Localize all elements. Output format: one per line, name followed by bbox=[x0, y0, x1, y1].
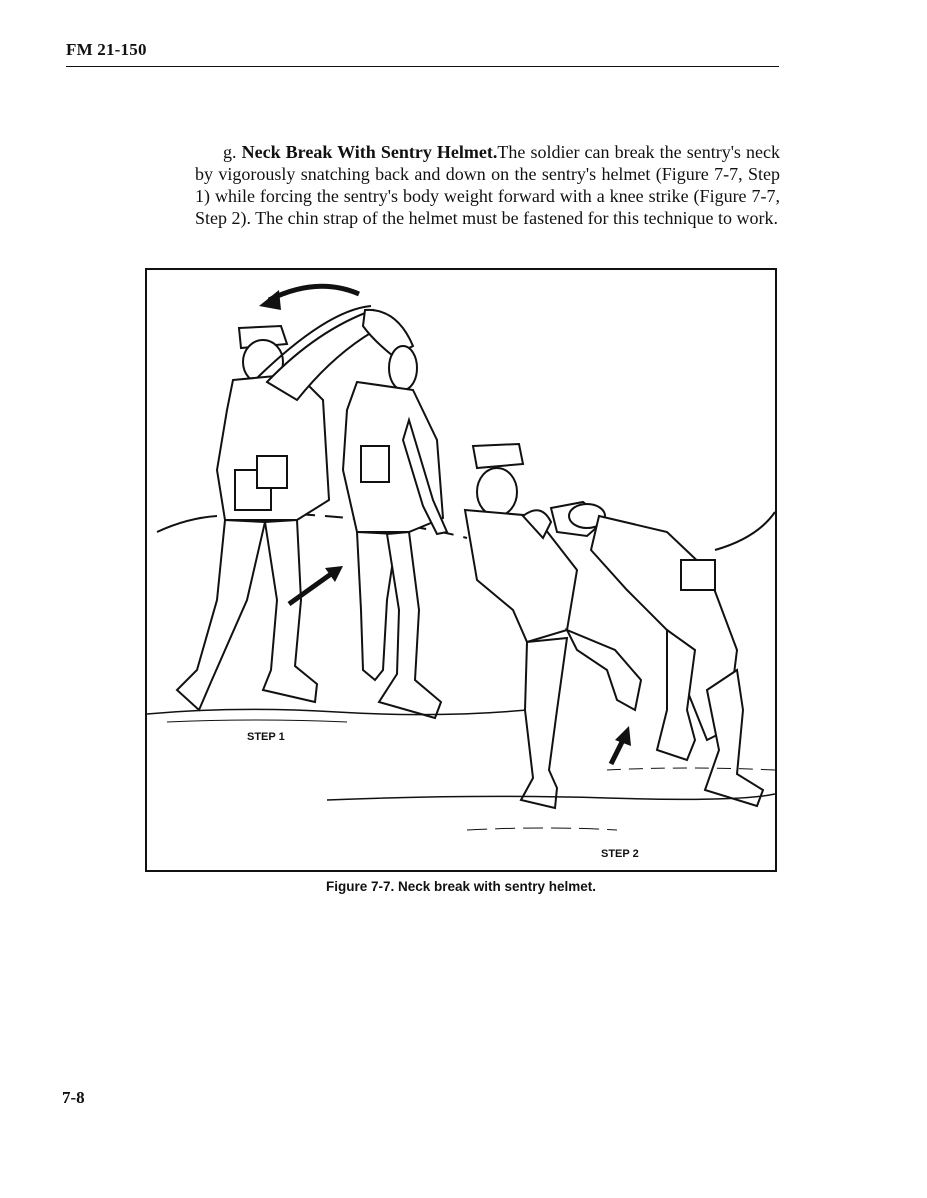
illustration-drawing bbox=[147, 270, 775, 870]
header-rule bbox=[66, 66, 779, 67]
page-number: 7-8 bbox=[62, 1088, 85, 1107]
step1-sentry bbox=[343, 310, 447, 718]
paragraph-text: The soldier can break the sentry's neck by vigorously snatching back and down on the sentry's helmet (Figure 7-7, Step 1) while forcing the sentry's body weight forward with a knee strike (Figure 7-7, Step 2). The chin strap of the helmet must be fastened for this technique to work. bbox=[195, 142, 780, 228]
paragraph-heading: Neck Break With Sentry Helmet. bbox=[241, 142, 498, 162]
step1-label: STEP 1 bbox=[247, 731, 285, 743]
item-letter: g. bbox=[223, 142, 237, 162]
arc-line-right bbox=[715, 512, 775, 550]
straight-arrow-step2 bbox=[611, 740, 623, 764]
straight-arrow-step2-head bbox=[615, 726, 631, 746]
figure-caption: Figure 7-7. Neck break with sentry helmet. bbox=[325, 879, 597, 894]
figure-illustration bbox=[145, 268, 777, 872]
body-paragraph bbox=[195, 141, 780, 229]
curved-arrow-head bbox=[259, 290, 281, 310]
curved-arrow bbox=[269, 286, 359, 300]
ground-step1 bbox=[147, 709, 527, 714]
arc-line-left bbox=[157, 516, 217, 532]
step2-label: STEP 2 bbox=[601, 848, 639, 860]
manual-id: FM 21-150 bbox=[66, 40, 147, 59]
